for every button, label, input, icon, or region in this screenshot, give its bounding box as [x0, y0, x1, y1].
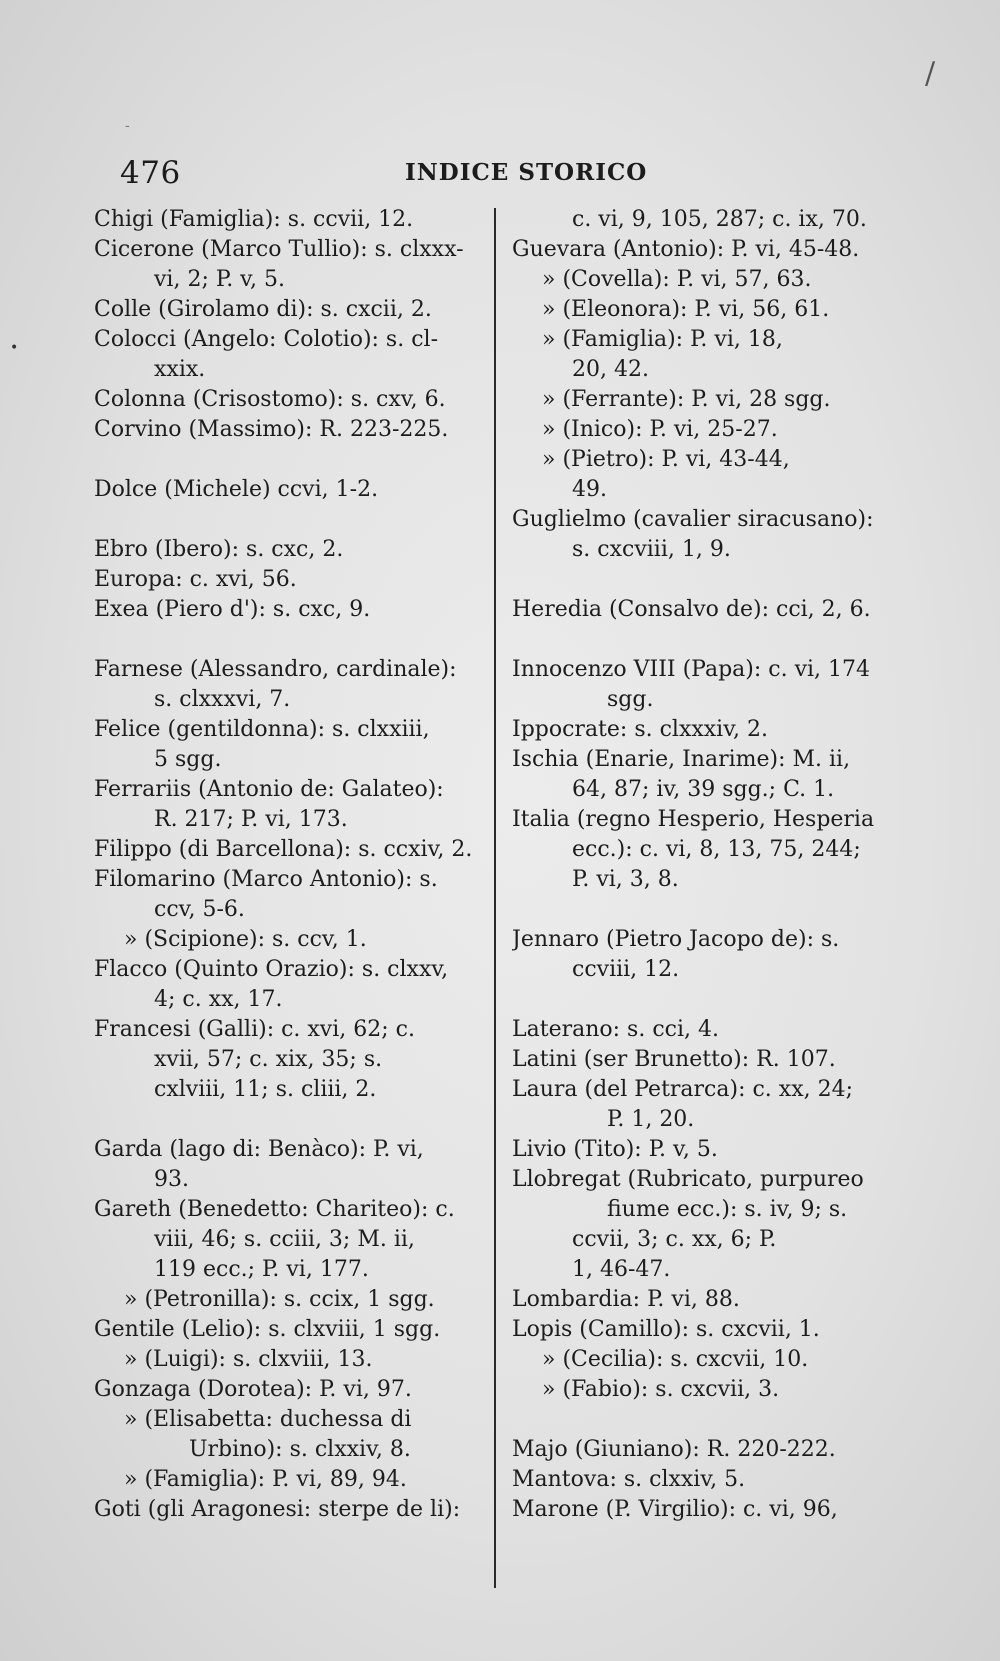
index-entry: Flacco (Quinto Orazio): s. clxxv, [94, 957, 449, 982]
index-entry: Marone (P. Virgilio): c. vi, 96, [512, 1497, 838, 1522]
index-entry: 93. [154, 1167, 189, 1192]
index-entry: Guevara (Antonio): P. vi, 45-48. [512, 237, 860, 262]
index-entry: Ippocrate: s. clxxxiv, 2. [512, 717, 769, 742]
index-entry: ecc.): c. vi, 8, 13, 75, 244; [572, 837, 861, 862]
index-entry: sgg. [607, 687, 654, 712]
index-entry: viii, 46; s. cciii, 3; M. ii, [154, 1227, 415, 1252]
index-entry: P. vi, 3, 8. [572, 867, 679, 892]
index-entry: Laterano: s. cci, 4. [512, 1017, 719, 1042]
entry-gap [512, 565, 902, 595]
index-entry: 4; c. xx, 17. [154, 987, 283, 1012]
index-entry: 5 sgg. [154, 747, 222, 772]
index-entry: Filomarino (Marco Antonio): s. [94, 867, 438, 892]
index-entry: s. cxcviii, 1, 9. [572, 537, 731, 562]
index-entry: P. 1, 20. [607, 1107, 695, 1132]
index-entry: Gentile (Lelio): s. clxviii, 1 sgg. [94, 1317, 441, 1342]
index-column-left [94, 205, 482, 1525]
index-entry: s. clxxxvi, 7. [154, 687, 291, 712]
entry-gap [94, 1105, 482, 1135]
index-entry: Filippo (di Barcellona): s. ccxiv, 2. [94, 837, 473, 862]
index-entry: Lopis (Camillo): s. cxcvii, 1. [512, 1317, 820, 1342]
index-entry: Garda (lago di: Benàco): P. vi, [94, 1137, 424, 1162]
index-entry: xxix. [154, 357, 206, 382]
entry-gap [94, 445, 482, 475]
index-entry: Latini (ser Brunetto): R. 107. [512, 1047, 836, 1072]
index-entry: Exea (Piero d'): s. cxc, 9. [94, 597, 371, 622]
index-entry: 49. [572, 477, 607, 502]
index-column-right [512, 205, 902, 1525]
entry-gap [512, 895, 902, 925]
page-header [120, 155, 880, 195]
index-entry: ccviii, 12. [572, 957, 680, 982]
index-entry: Jennaro (Pietro Jacopo de): s. [512, 927, 840, 952]
index-entry: ccv, 5-6. [154, 897, 245, 922]
index-entry: c. vi, 9, 105, 287; c. ix, 70. [572, 207, 867, 232]
index-entry: Majo (Giuniano): R. 220-222. [512, 1437, 836, 1462]
index-entry: Cicerone (Marco Tullio): s. clxxx- [94, 237, 464, 262]
index-entry: Francesi (Galli): c. xvi, 62; c. [94, 1017, 415, 1042]
index-entry: Ebro (Ibero): s. cxc, 2. [94, 537, 344, 562]
index-entry: 20, 42. [572, 357, 649, 382]
index-entry: » (Cecilia): s. cxcvii, 10. [542, 1347, 809, 1372]
index-entry: Europa: c. xvi, 56. [94, 567, 297, 592]
index-entry: ccvii, 3; c. xx, 6; P. [572, 1227, 777, 1252]
index-entry: vi, 2; P. v, 5. [154, 267, 285, 292]
top-tick: - [125, 118, 130, 134]
index-entry: » (Fabio): s. cxcvii, 3. [542, 1377, 780, 1402]
index-entry: Lombardia: P. vi, 88. [512, 1287, 740, 1312]
index-entry: 1, 46-47. [572, 1257, 671, 1282]
index-entry: fiume ecc.): s. iv, 9; s. [607, 1197, 848, 1222]
entry-gap [512, 985, 902, 1015]
index-entry: xvii, 57; c. xix, 35; s. [154, 1047, 383, 1072]
index-entry: Laura (del Petrarca): c. xx, 24; [512, 1077, 853, 1102]
index-entry: Colocci (Angelo: Colotio): s. cl- [94, 327, 438, 352]
index-entry: Urbino): s. clxxiv, 8. [189, 1437, 411, 1462]
index-entry: 119 ecc.; P. vi, 177. [154, 1257, 369, 1282]
index-entry: cxlviii, 11; s. cliii, 2. [154, 1077, 377, 1102]
index-entry: Colle (Girolamo di): s. cxcii, 2. [94, 297, 432, 322]
index-entry: Innocenzo VIII (Papa): c. vi, 174 [512, 657, 871, 682]
pencil-mark: / [925, 56, 936, 91]
index-entry: » (Scipione): s. ccv, 1. [124, 927, 367, 952]
index-entry: » (Elisabetta: duchessa di [124, 1407, 412, 1432]
index-entry: Ferrariis (Antonio de: Galateo): [94, 777, 444, 802]
index-entry: » (Luigi): s. clxviii, 13. [124, 1347, 373, 1372]
index-entry: Mantova: s. clxxiv, 5. [512, 1467, 746, 1492]
index-entry: » (Famiglia): P. vi, 89, 94. [124, 1467, 407, 1492]
index-entry: Gonzaga (Dorotea): P. vi, 97. [94, 1377, 412, 1402]
entry-gap [94, 625, 482, 655]
index-entry: Llobregat (Rubricato, purpureo [512, 1167, 864, 1192]
index-entry: Gareth (Benedetto: Chariteo): c. [94, 1197, 455, 1222]
index-entry: » (Petronilla): s. ccix, 1 sgg. [124, 1287, 435, 1312]
index-entry: » (Eleonora): P. vi, 56, 61. [542, 297, 830, 322]
column-divider [494, 208, 496, 1588]
index-entry: » (Ferrante): P. vi, 28 sgg. [542, 387, 831, 412]
entry-gap [94, 505, 482, 535]
index-entry: Ischia (Enarie, Inarime): M. ii, [512, 747, 851, 772]
index-entry: Corvino (Massimo): R. 223-225. [94, 417, 449, 442]
index-entry: Farnese (Alessandro, cardinale): [94, 657, 457, 682]
index-entry: » (Inico): P. vi, 25-27. [542, 417, 778, 442]
index-entry: » (Famiglia): P. vi, 18, [542, 327, 783, 352]
index-entry: » (Pietro): P. vi, 43-44, [542, 447, 790, 472]
index-entry: » (Covella): P. vi, 57, 63. [542, 267, 812, 292]
index-entry: Colonna (Crisostomo): s. cxv, 6. [94, 387, 446, 412]
index-entry: Felice (gentildonna): s. clxxiii, [94, 717, 430, 742]
page-number: 476 [120, 155, 181, 191]
index-entry: Livio (Tito): P. v, 5. [512, 1137, 718, 1162]
index-entry: 64, 87; iv, 39 sgg.; C. 1. [572, 777, 835, 802]
index-entry: Guglielmo (cavalier siracusano): [512, 507, 874, 532]
margin-dot: • [10, 340, 19, 356]
index-entry: R. 217; P. vi, 173. [154, 807, 348, 832]
entry-gap [512, 625, 902, 655]
running-title: INDICE STORICO [405, 159, 648, 186]
index-entry: Chigi (Famiglia): s. ccvii, 12. [94, 207, 414, 232]
index-entry: Dolce (Michele) ccvi, 1-2. [94, 477, 379, 502]
entry-gap [512, 1405, 902, 1435]
index-entry: Italia (regno Hesperio, Hesperia [512, 807, 875, 832]
index-entry: Heredia (Consalvo de): cci, 2, 6. [512, 597, 871, 622]
index-entry: Goti (gli Aragonesi: sterpe de li): [94, 1497, 461, 1522]
